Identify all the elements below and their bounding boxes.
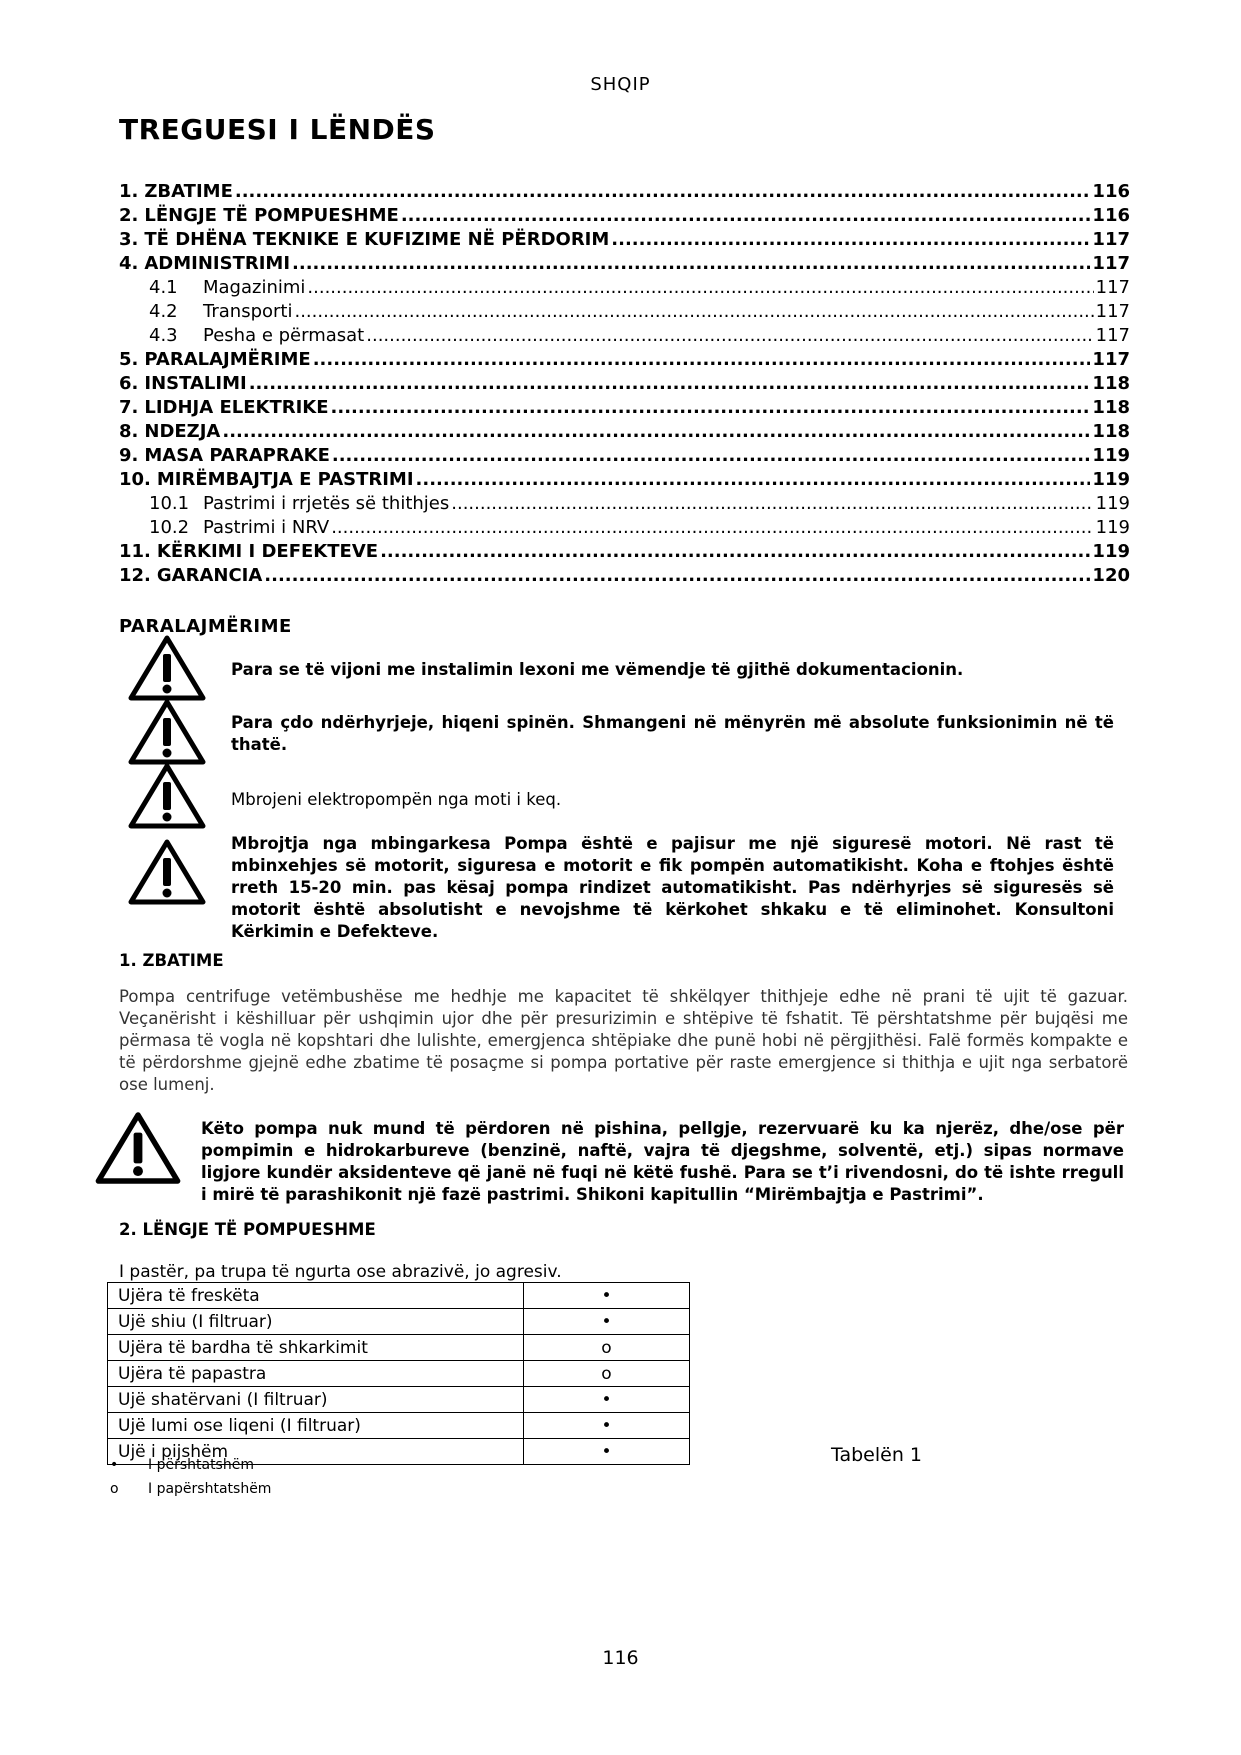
- warning-read-docs: Para se të vijoni me instalimin lexoni me vëmendje të gjithë dokumentacionin.: [231, 660, 964, 679]
- table-of-contents: [119, 181, 1130, 589]
- toc-leader: [264, 565, 1090, 586]
- toc-entry[interactable]: [119, 277, 1130, 301]
- liquids-table: [107, 1282, 690, 1465]
- toc-entry[interactable]: [119, 541, 1130, 565]
- toc-number: 10.2: [149, 517, 190, 538]
- toc-label: LIDHJA ELEKTRIKE: [144, 397, 329, 418]
- liquid-name: Ujëra të papastra: [108, 1361, 524, 1387]
- toc-label: PARALAJMËRIME: [144, 349, 311, 370]
- toc-entry[interactable]: [119, 229, 1130, 253]
- toc-number: 6.: [119, 373, 139, 394]
- toc-leader: [235, 181, 1091, 202]
- toc-entry[interactable]: [119, 349, 1130, 373]
- liquid-name: Ujëra të freskëta: [108, 1283, 524, 1309]
- toc-label: Magazinimi: [203, 277, 306, 298]
- toc-number: 12.: [119, 565, 151, 586]
- toc-leader: [451, 493, 1093, 514]
- toc-number: 9.: [119, 445, 139, 466]
- toc-page: 117: [1092, 349, 1130, 370]
- table-row: [108, 1361, 690, 1387]
- toc-leader: [294, 301, 1093, 322]
- section-1-text: Pompa centrifuge vetëmbushëse me hedhje me kapacitet të shkëlqyer thithjeje edhe në prani të ujit të gazuar. Veçanërisht i këshilluar për ushqimin ujor dhe për presurizimin e shtëpive të fshatit. Të përshtatshme për bujqësi me përmasa të vogla në kopshtari dhe lulishte, emergjenca shtëpiake dhe punë hobi në përgjithësi. Falë formës kompakte e të përdorshme gjejnë edhe zbatime të posaçme si pompa portative për raste emergjence si thithja e ujit nga serbatorë ose lumenj.: [119, 987, 1128, 1094]
- toc-number: 1.: [119, 181, 139, 202]
- toc-page: 119: [1092, 469, 1130, 490]
- toc-page: 118: [1092, 373, 1130, 394]
- toc-page: 117: [1095, 277, 1130, 298]
- toc-entry[interactable]: [119, 301, 1130, 325]
- toc-number: 4.3: [149, 325, 178, 346]
- suitability-mark: •: [524, 1413, 690, 1439]
- toc-number: 4.: [119, 253, 139, 274]
- toc-number: 10.: [119, 469, 151, 490]
- page-title: TREGUESI I LËNDËS: [119, 113, 436, 146]
- toc-number: 7.: [119, 397, 139, 418]
- warning-triangle-icon: [94, 1110, 182, 1186]
- liquid-name: Ujë shiu (I filtruar): [108, 1309, 524, 1335]
- section-2-intro: I pastër, pa trupa të ngurta ose abrazivë, jo agresiv.: [119, 1262, 562, 1282]
- toc-page: 119: [1095, 517, 1130, 538]
- toc-number: 2.: [119, 205, 139, 226]
- toc-entry[interactable]: [119, 181, 1130, 205]
- toc-entry[interactable]: [119, 421, 1130, 445]
- warning-overload: Mbrojtja nga mbingarkesa Pompa është e pajisur me një siguresë motori. Në rast të mbinxehjes së motorit, siguresa e motorit e fik pompën automatikisht. Koha e ftohjes është rreth 15-20 min. pas kësaj pompa rindizet automatikisht. Pas ndërhyrjes së siguresës së motorit është absolutisht e nevojshme të kërkohet shkaku e të eliminohet. Konsultoni Kërkimin e Defekteve.: [231, 834, 1114, 941]
- toc-entry[interactable]: [119, 373, 1130, 397]
- toc-label: ADMINISTRIMI: [144, 253, 291, 274]
- suitability-mark: •: [524, 1309, 690, 1335]
- suitability-mark: o: [524, 1361, 690, 1387]
- legend-symbol: •: [110, 1457, 119, 1473]
- table-row: [108, 1335, 690, 1361]
- table-row: [108, 1283, 690, 1309]
- toc-label: Pastrimi i rrjetës së thithjes: [203, 493, 450, 514]
- suitability-mark: o: [524, 1335, 690, 1361]
- toc-label: Pesha e përmasat: [203, 325, 365, 346]
- toc-page: 117: [1092, 253, 1130, 274]
- warning-triangle-icon: [127, 762, 207, 830]
- toc-label: Pastrimi i NRV: [203, 517, 330, 538]
- toc-entry[interactable]: [119, 445, 1130, 469]
- toc-leader: [366, 325, 1093, 346]
- page-number: 116: [602, 1647, 639, 1669]
- toc-page: 117: [1095, 301, 1130, 322]
- toc-leader: [249, 373, 1091, 394]
- liquid-name: Ujë lumi ose liqeni (I filtruar): [108, 1413, 524, 1439]
- toc-leader: [222, 421, 1090, 442]
- liquid-name: Ujë i pijshëm: [108, 1439, 524, 1465]
- toc-entry[interactable]: [119, 565, 1130, 589]
- warning-weather: Mbrojeni elektropompën nga moti i keq.: [231, 790, 562, 809]
- toc-label: GARANCIA: [156, 565, 263, 586]
- suitability-mark: •: [524, 1439, 690, 1465]
- toc-entry[interactable]: [119, 493, 1130, 517]
- toc-leader: [401, 205, 1091, 226]
- suitability-mark: •: [524, 1387, 690, 1413]
- toc-label: ZBATIME: [144, 181, 233, 202]
- toc-entry[interactable]: [119, 325, 1130, 349]
- liquid-name: Ujë shatërvani (I filtruar): [108, 1387, 524, 1413]
- liquid-name: Ujëra të bardha të shkarkimit: [108, 1335, 524, 1361]
- warning-unplug: Para çdo ndërhyrjeje, hiqeni spinën. Shmangeni në mënyrën më absolute funksionimin në të thatë.: [231, 713, 1114, 754]
- toc-page: 117: [1095, 325, 1130, 346]
- toc-entry[interactable]: [119, 253, 1130, 277]
- toc-number: 8.: [119, 421, 139, 442]
- toc-leader: [332, 445, 1091, 466]
- toc-label: LËNGJE TË POMPUESHME: [144, 205, 399, 226]
- legend-unsuitable: [110, 1481, 271, 1497]
- toc-page: 116: [1092, 205, 1130, 226]
- toc-number: 3.: [119, 229, 139, 250]
- table-caption: Tabelën 1: [831, 1444, 922, 1466]
- toc-number: 11.: [119, 541, 151, 562]
- toc-label: MASA PARAPRAKE: [144, 445, 330, 466]
- legend-text: I papërshtatshëm: [148, 1481, 272, 1497]
- warning-triangle-icon: [127, 838, 207, 906]
- toc-leader: [380, 541, 1090, 562]
- section-2-heading: 2. LËNGJE TË POMPUESHME: [119, 1220, 376, 1239]
- language-header: SHQIP: [590, 74, 651, 95]
- toc-label: TË DHËNA TEKNIKE E KUFIZIME NË PËRDORIM: [144, 229, 610, 250]
- toc-number: 10.1: [149, 493, 190, 514]
- suitability-mark: •: [524, 1283, 690, 1309]
- toc-leader: [416, 469, 1091, 490]
- warning-triangle-icon: [127, 634, 207, 702]
- toc-label: INSTALIMI: [144, 373, 247, 394]
- toc-page: 118: [1092, 397, 1130, 418]
- toc-page: 119: [1095, 493, 1130, 514]
- toc-entry[interactable]: [119, 469, 1130, 493]
- toc-leader: [307, 277, 1093, 298]
- warning-triangle-icon: [127, 698, 207, 766]
- toc-page: 119: [1092, 541, 1130, 562]
- toc-page: 116: [1092, 181, 1130, 202]
- legend-text: I përshtatshëm: [148, 1457, 254, 1473]
- toc-entry[interactable]: [119, 397, 1130, 421]
- toc-page: 117: [1092, 229, 1130, 250]
- warnings-heading: PARALAJMËRIME: [119, 616, 292, 637]
- toc-label: KËRKIMI I DEFEKTEVE: [156, 541, 379, 562]
- legend-symbol: o: [110, 1481, 119, 1497]
- table-row: [108, 1309, 690, 1335]
- section-1-warning: Këto pompa nuk mund të përdoren në pishina, pellgje, rezervuarë ku ka njerëz, dhe/ose për pompimin e hidrokarbureve (benzinë, naftë, vajra të djegshme, solventë, etj.) sipas normave ligjore kundër aksidenteve që janë në fuqi në këtë fushë. Para se t’i rivendosni, do të ishte rregull i mirë të parashikonit një fazë pastrimi. Shikoni kapitullin “Mirëmbajtja e Pastrimi”.: [201, 1119, 1124, 1204]
- toc-label: NDEZJA: [144, 421, 221, 442]
- toc-leader: [611, 229, 1090, 250]
- toc-label: MIRËMBAJTJA E PASTRIMI: [156, 469, 414, 490]
- toc-leader: [292, 253, 1090, 274]
- toc-page: 118: [1092, 421, 1130, 442]
- toc-number: 4.2: [149, 301, 178, 322]
- section-1-heading: 1. ZBATIME: [119, 951, 224, 970]
- toc-leader: [331, 397, 1091, 418]
- toc-page: 120: [1092, 565, 1130, 586]
- toc-number: 5.: [119, 349, 139, 370]
- legend-suitable: [110, 1457, 254, 1473]
- toc-leader: [313, 349, 1091, 370]
- table-row: [108, 1413, 690, 1439]
- toc-label: Transporti: [203, 301, 293, 322]
- toc-entry[interactable]: [119, 517, 1130, 541]
- toc-number: 4.1: [149, 277, 178, 298]
- toc-page: 119: [1092, 445, 1130, 466]
- toc-leader: [331, 517, 1093, 538]
- table-row: [108, 1387, 690, 1413]
- toc-entry[interactable]: [119, 205, 1130, 229]
